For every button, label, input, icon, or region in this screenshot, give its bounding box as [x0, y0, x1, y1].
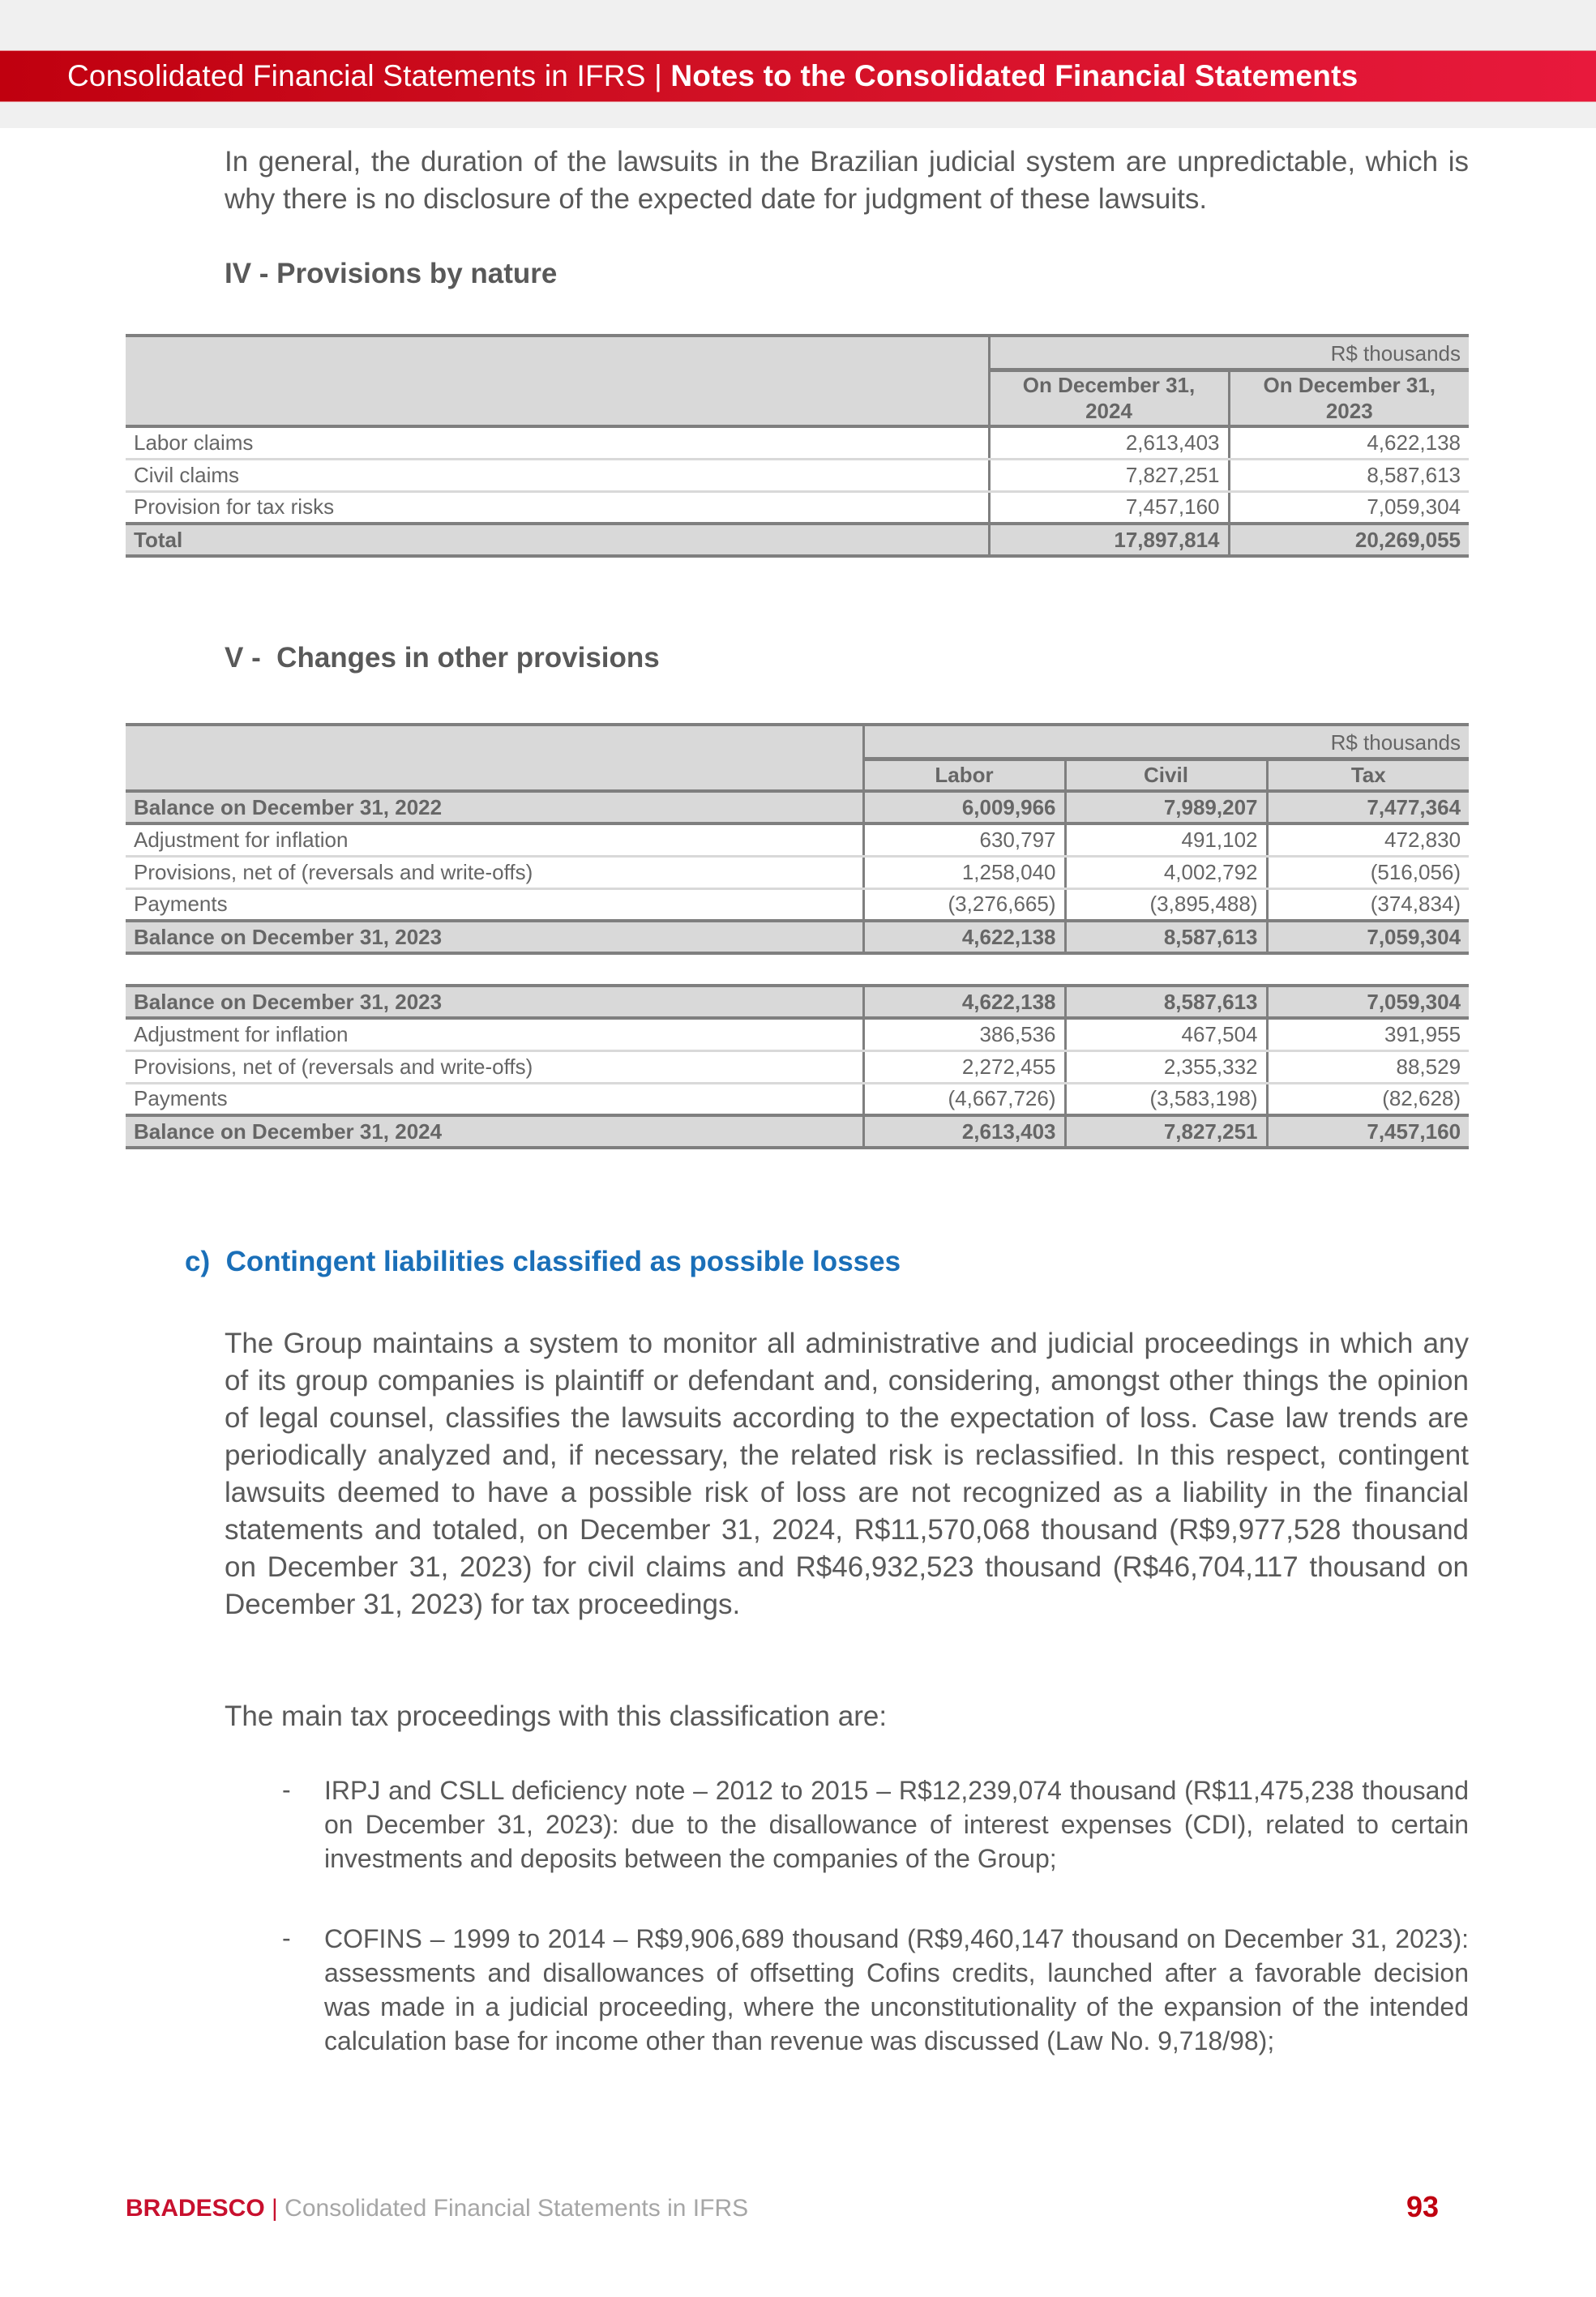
table-row	[126, 1050, 1469, 1083]
table-row	[126, 823, 1469, 856]
table-balance-row	[126, 921, 1469, 953]
cell-value: 2,272,455	[863, 1050, 1065, 1083]
table-row	[126, 459, 1469, 491]
cell-value: 386,536	[863, 1018, 1065, 1050]
cell-value: (82,628)	[1267, 1083, 1469, 1115]
cell-value: 7,059,304	[1267, 986, 1469, 1018]
row-label: Provisions, net of (reversals and write-offs)	[126, 1050, 863, 1083]
page-number: 93	[1406, 2190, 1440, 2223]
cell-value: 7,827,251	[1065, 1115, 1267, 1148]
header-title-bold: Notes to the Consolidated Financial Statements	[670, 59, 1359, 92]
cell-value: 7,827,251	[989, 459, 1229, 491]
changes-in-provisions-table	[126, 723, 1469, 1149]
column-header-tax: Tax	[1267, 759, 1469, 791]
column-header-labor: Labor	[863, 759, 1065, 791]
column-header-civil: Civil	[1065, 759, 1267, 791]
cell-value: 1,258,040	[863, 856, 1065, 888]
table-row	[126, 1018, 1469, 1050]
cell-value: 7,457,160	[1267, 1115, 1469, 1148]
row-label: Balance on December 31, 2023	[126, 921, 863, 953]
cell-value: 2,613,403	[863, 1115, 1065, 1148]
table-unit-label: R$ thousands	[863, 725, 1469, 759]
table-balance-row	[126, 1115, 1469, 1148]
table-row	[126, 1083, 1469, 1115]
row-label: Payments	[126, 1083, 863, 1115]
bullet-marker: -	[282, 1923, 291, 1953]
table-row	[126, 426, 1469, 459]
table-spacer-row	[126, 953, 1469, 986]
table-header-blank	[126, 336, 989, 426]
row-label: Balance on December 31, 2023	[126, 986, 863, 1018]
cell-value: 8,587,613	[1065, 921, 1267, 953]
row-label: Adjustment for inflation	[126, 823, 863, 856]
cell-value: 7,457,160	[989, 491, 1229, 524]
page-footer	[126, 2195, 748, 2222]
cell-value: 7,059,304	[1229, 491, 1469, 524]
column-header-2023: On December 31, 2023	[1229, 370, 1469, 426]
intro-paragraph: In general, the duration of the lawsuits in the Brazilian judicial system are unpredictable, which is why there is no disclosure of the expected date for judgment of these lawsuits.	[225, 146, 1469, 215]
cell-value: 7,059,304	[1267, 921, 1469, 953]
cell-value: 2,355,332	[1065, 1050, 1267, 1083]
row-label: Provision for tax risks	[126, 491, 989, 524]
table-unit-row	[126, 725, 1469, 759]
cell-value: 6,009,966	[863, 791, 1065, 823]
table-spacer	[126, 953, 1469, 986]
table-balance-row	[126, 791, 1469, 823]
row-label: Balance on December 31, 2022	[126, 791, 863, 823]
cell-value: (3,895,488)	[1065, 888, 1267, 921]
contingent-liabilities-paragraph: The Group maintains a system to monitor all administrative and judicial proceedings in which any of its group companies is plaintiff or defendant and, considering, amongst other things the opinion of legal counsel, classifies the lawsuits according to the expectation of loss. Case law trends are periodically analyzed and, if necessary, the related risk is reclassified. In this respect, contingent lawsuits deemed to have a possible risk of loss are not recognized as a liability in the financial statements and totaled, on December 31, 2024, R$11,570,068 thousand (R$9,977,528 thousand on December 31, 2023) for civil claims and R$46,932,523 thousand (R$46,704,117 thousand on December 31, 2023) for tax proceedings.	[225, 1328, 1469, 1620]
cell-value: (3,583,198)	[1065, 1083, 1267, 1115]
row-label: Adjustment for inflation	[126, 1018, 863, 1050]
table-unit-row	[126, 336, 1469, 370]
section-iv-heading: IV - Provisions by nature	[225, 258, 558, 289]
total-value: 17,897,814	[989, 524, 1229, 556]
cell-value: 4,002,792	[1065, 856, 1267, 888]
footer-brand: BRADESCO	[126, 2195, 265, 2222]
cell-value: 4,622,138	[863, 921, 1065, 953]
table-total-row	[126, 524, 1469, 556]
row-label: Payments	[126, 888, 863, 921]
bullet-marker: -	[282, 1775, 291, 1804]
row-label: Civil claims	[126, 459, 989, 491]
cell-value: 88,529	[1267, 1050, 1469, 1083]
table-balance-row	[126, 986, 1469, 1018]
cell-value: 8,587,613	[1229, 459, 1469, 491]
bullet-item-cofins: COFINS – 1999 to 2014 – R$9,906,689 thousand (R$9,460,147 thousand on December 31, 2023): assessments and disallowances of offsetting Cofins credits, launched after a favorable decision was made in a judicial proceeding, where the unconstitutionality of the expansion of the intended calculation base for income other than revenue was discussed (Law No. 9,718/98);	[324, 1924, 1469, 2055]
cell-value: 472,830	[1267, 823, 1469, 856]
page-header-title	[67, 59, 1358, 93]
provisions-by-nature-table	[126, 334, 1469, 558]
header-title-regular: Consolidated Financial Statements in IFRS |	[67, 59, 671, 92]
total-label: Total	[126, 524, 989, 556]
cell-value: 7,989,207	[1065, 791, 1267, 823]
page-header-bar	[0, 50, 1596, 102]
column-header-2024: On December 31, 2024	[989, 370, 1229, 426]
cell-value: 630,797	[863, 823, 1065, 856]
footer-document-title: Consolidated Financial Statements in IFRS	[285, 2195, 749, 2222]
cell-value: (3,276,665)	[863, 888, 1065, 921]
section-c-heading: c) Contingent liabilities classified as possible losses	[185, 1246, 901, 1277]
total-value: 20,269,055	[1229, 524, 1469, 556]
table-row	[126, 491, 1469, 524]
cell-value: 4,622,138	[1229, 426, 1469, 459]
table-unit-label: R$ thousands	[989, 336, 1469, 370]
table-row	[126, 888, 1469, 921]
row-label: Labor claims	[126, 426, 989, 459]
cell-value: 8,587,613	[1065, 986, 1267, 1018]
bullet-item-irpj-csll: IRPJ and CSLL deficiency note – 2012 to 2015 – R$12,239,074 thousand (R$11,475,238 thousand on December 31, 2023): due to the disallowance of interest expenses (CDI), related to certain investments and deposits between the companies of the Group;	[324, 1776, 1469, 1873]
section-v-heading: V - Changes in other provisions	[225, 642, 660, 674]
cell-value: 391,955	[1267, 1018, 1469, 1050]
cell-value: 7,477,364	[1267, 791, 1469, 823]
cell-value: 491,102	[1065, 823, 1267, 856]
row-label: Balance on December 31, 2024	[126, 1115, 863, 1148]
footer-separator: |	[272, 2195, 278, 2222]
cell-value: (516,056)	[1267, 856, 1469, 888]
table-header-blank	[126, 725, 863, 791]
cell-value: 2,613,403	[989, 426, 1229, 459]
cell-value: 467,504	[1065, 1018, 1267, 1050]
cell-value: (374,834)	[1267, 888, 1469, 921]
cell-value: (4,667,726)	[863, 1083, 1065, 1115]
row-label: Provisions, net of (reversals and write-offs)	[126, 856, 863, 888]
cell-value: 4,622,138	[863, 986, 1065, 1018]
tax-proceedings-intro: The main tax proceedings with this classification are:	[225, 1700, 888, 1732]
table-row	[126, 856, 1469, 888]
